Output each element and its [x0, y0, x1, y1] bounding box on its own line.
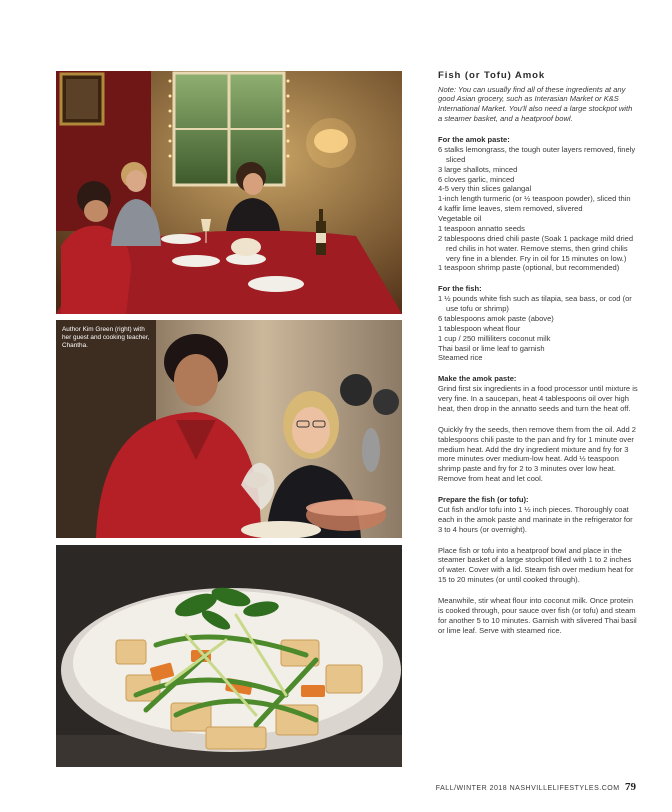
ingredient-item: 6 stalks lemongrass, the tough outer layers removed, finely sliced: [438, 144, 636, 164]
instruction-paragraph: Quickly fry the seeds, then remove them from the oil. Add 2 tablespoons chili paste to the pan and fry for 1 minute over medium heat. Add the dry ingredient mixture and fry for 3 more minutes over medium-low heat. Add ½ teaspoon shrimp paste and fry for 2 to 3 minutes over low heat. Remove from heat and let cool.: [438, 424, 636, 484]
ingredient-item: 1-inch length turmeric (or ½ teaspoon powder), sliced thin: [438, 194, 631, 204]
site-url: NASHVILLELIFESTYLES.COM: [509, 785, 620, 792]
ingredient-item: 2 tablespoons dried chili paste (Soak 1 package mild dried red chilis in hot water. Remove stems, then grind chilis very fine in a blender. Fry in oil for 15 minutes on low.): [438, 233, 634, 263]
cooking-lesson-photo: [56, 320, 402, 538]
amok-paste-heading: For the amok paste:: [438, 135, 510, 145]
ingredient-item: 1 ½ pounds white fish such as tilapia, sea bass, or cod (or use tofu or shrimp): [438, 294, 632, 314]
photo-caption: Author Kim Green (right) with her guest and cooking teacher, Chantha.: [62, 326, 150, 349]
make-paste-heading: Make the amok paste:: [438, 374, 517, 384]
ingredient-item: 6 tablespoons amok paste (above): [438, 313, 554, 323]
instruction-paragraph: Cut fish and/or tofu into 1 ½ inch pieces. Thoroughly coat each in the amok paste and marinate in the refrigerator for 3 to 4 hours (or overnight).: [438, 504, 633, 534]
fish-heading: For the fish:: [438, 284, 482, 294]
prepare-fish-heading: Prepare the fish (or tofu):: [438, 495, 529, 505]
amok-dish-photo: [56, 545, 402, 767]
recipe-title: Fish (or Tofu) Amok: [438, 70, 546, 81]
ingredient-item: 6 cloves garlic, minced: [438, 174, 515, 184]
page-number: 79: [625, 781, 636, 793]
recipe-column: [438, 70, 638, 647]
ingredient-item: 1 teaspoon shrimp paste (optional, but recommended): [438, 263, 620, 273]
ingredient-item: 4 kaffir lime leaves, stem removed, slivered: [438, 204, 583, 214]
ingredient-item: Vegetable oil: [438, 214, 482, 224]
ingredient-item: 4-5 very thin slices galangal: [438, 184, 532, 194]
ingredient-item: 1 tablespoon wheat flour: [438, 323, 521, 333]
issue-label: FALL/WINTER 2018: [435, 785, 508, 792]
ingredient-item: Steamed rice: [438, 353, 483, 363]
ingredient-item: 1 teaspoon annatto seeds: [438, 223, 525, 233]
instruction-paragraph: Place fish or tofu into a heatproof bowl and place in the steamer basket of a large stockpot filled with 1 to 2 inches of water. Cover with a lid. Steam fish over medium heat for 15 to 20 minutes (or until cooked through).: [438, 545, 634, 585]
ingredient-item: Thai basil or lime leaf to garnish: [438, 343, 545, 353]
ingredient-item: 3 large shallots, minced: [438, 164, 518, 174]
fish-ingredient-list: [438, 294, 638, 363]
recipe-note: Note: You can usually find all of these ingredients at any good Asian grocery, such as Interasian Market or K&S International Market. You'll also need a large stockpot with a steamer basket, and a heatproof bowl.: [438, 84, 633, 124]
instruction-paragraph: Meanwhile, stir wheat flour into coconut milk. Once protein is cooked through, pour sauce over fish (or tofu) and steam for another 5 to 10 minutes. Garnish with slivered Thai basil or lime leaf. Serve with steamed rice.: [438, 596, 637, 635]
dinner-table-photo: [56, 71, 402, 314]
page-footer: [436, 781, 636, 793]
instruction-paragraph: Grind first six ingredients in a food processor until mixture is very fine. In a saucepan, heat 4 tablespoons oil over high heat, then drop in the annatto seeds and turn the heat off.: [438, 384, 638, 413]
amok-ingredient-list: [438, 145, 638, 273]
ingredient-item: 1 cup / 250 milliliters coconut milk: [438, 333, 551, 343]
